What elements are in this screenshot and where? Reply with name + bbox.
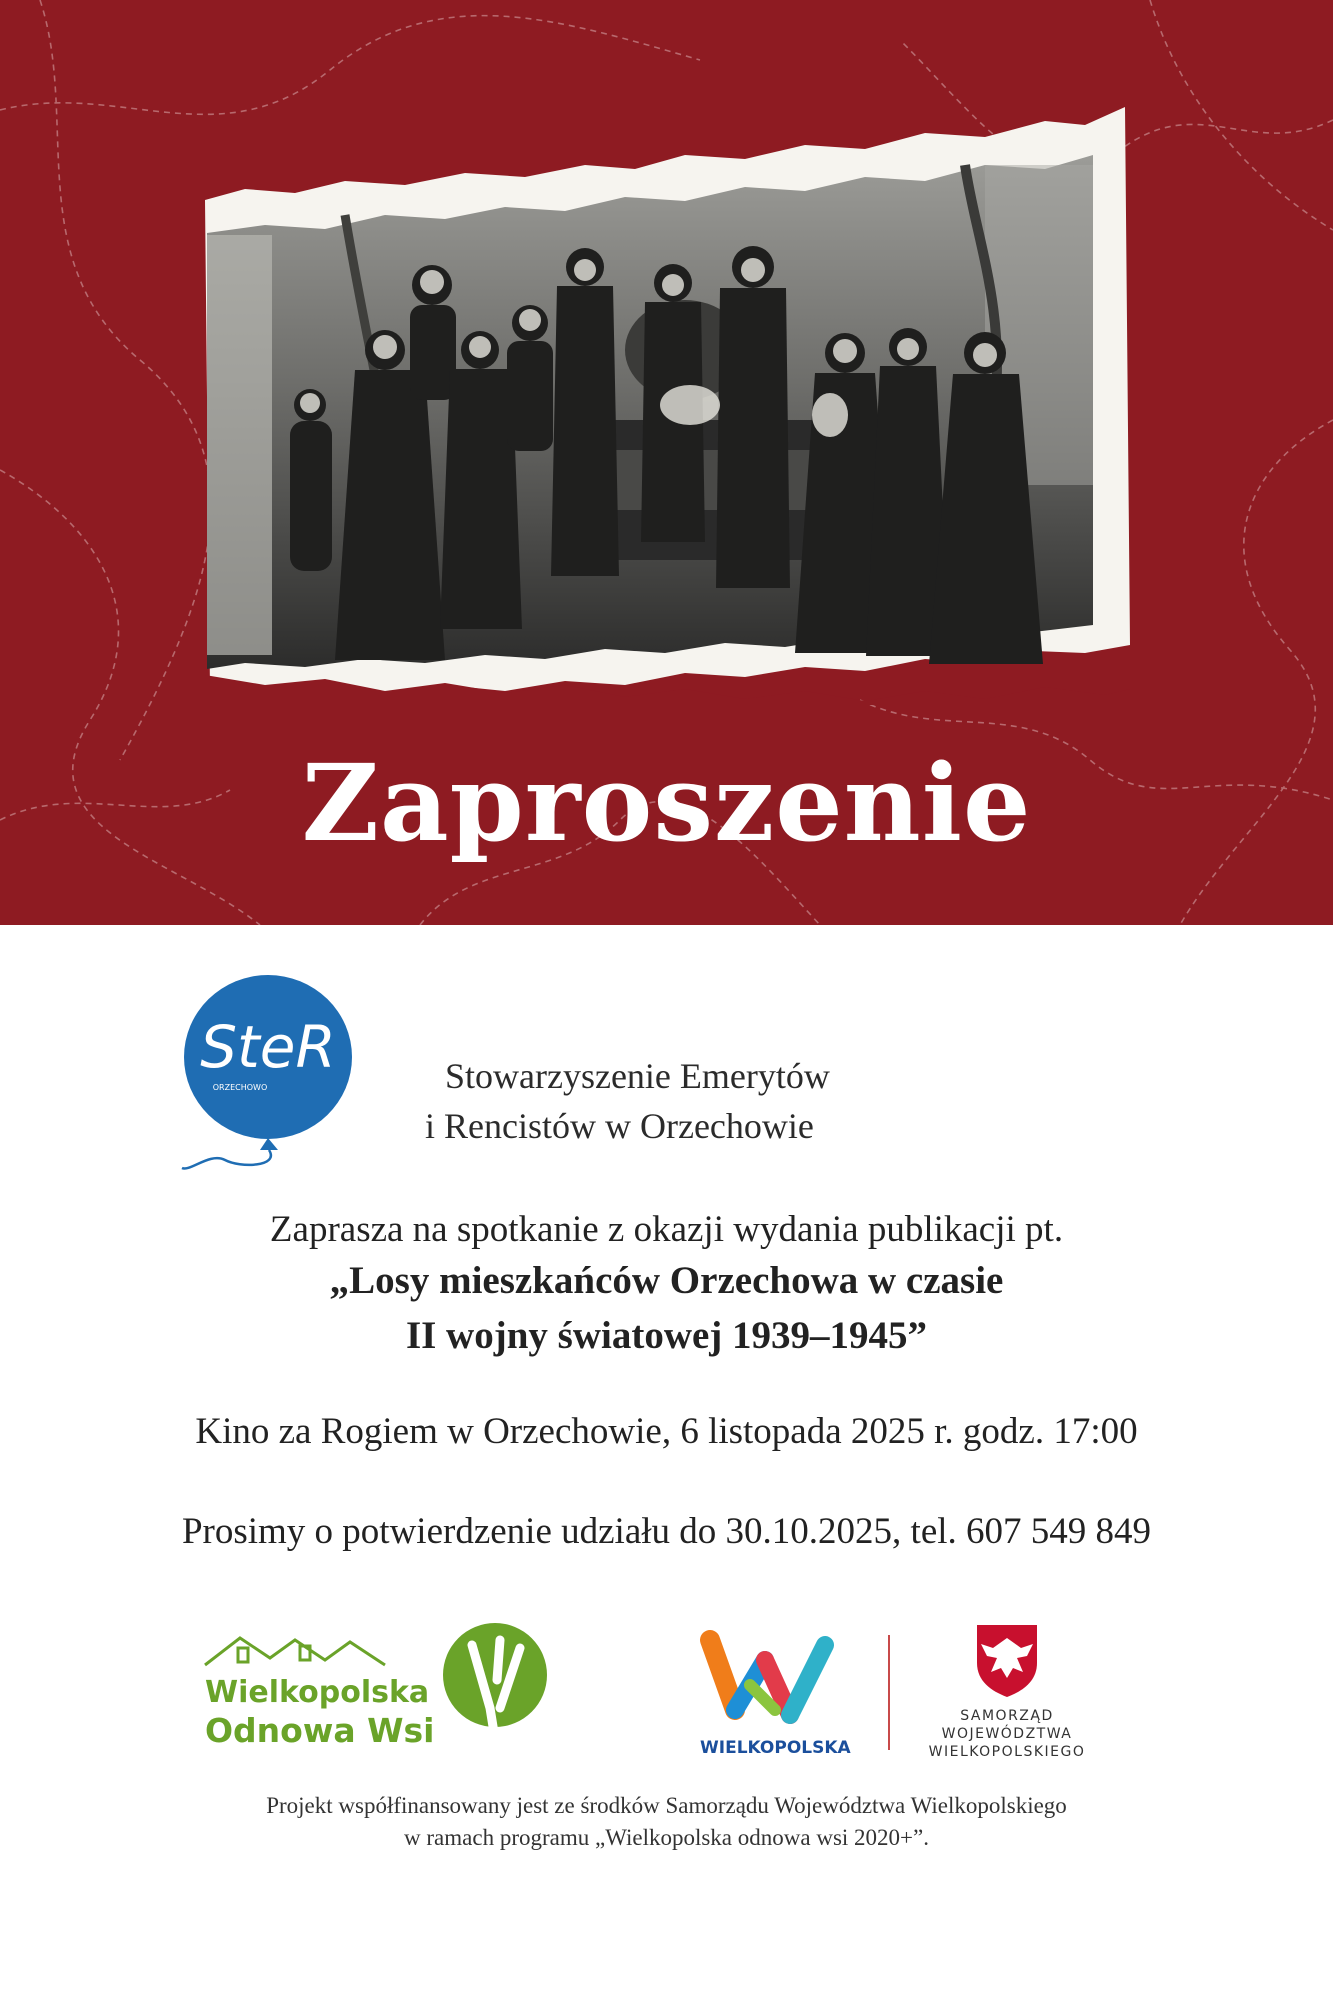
book-title-line2: II wojny światowej 1939–1945” <box>405 1314 928 1357</box>
wielkopolska-odnowa-wsi-logo <box>200 1620 560 1770</box>
page-title: Zaproszenie <box>301 740 1032 865</box>
historic-photo <box>205 85 1130 705</box>
ster-logo-subtext: ORZECHOWO <box>212 1083 268 1092</box>
funding-note-line2: w ramach programu „Wielkopolska odnowa wsi 2020+”. <box>404 1825 929 1850</box>
wow-logo-line2: Odnowa Wsi <box>205 1711 435 1750</box>
wielkopolska-logo-text: WIELKOPOLSKA <box>700 1738 851 1758</box>
organization-name-line2: i Rencistów w Orzechowie <box>425 1106 814 1146</box>
samorzad-line1: SAMORZĄD <box>960 1708 1054 1724</box>
ster-logo <box>180 972 360 1182</box>
ster-logo-text: SteR <box>200 1013 336 1081</box>
header-banner <box>0 0 1333 925</box>
book-title-line1: „Losy mieszkańców Orzechowa w czasie <box>329 1259 1004 1302</box>
samorzad-wojewodztwa-logo <box>905 1620 1115 1770</box>
rsvp-info: Prosimy o potwierdzenie udziału do 30.10.2025, tel. 607 549 849 <box>181 1511 1152 1552</box>
invitation-intro: Zaprasza na spotkanie z okazji wydania publikacji pt. <box>269 1209 1064 1250</box>
logo-divider <box>888 1635 890 1750</box>
wow-logo-line1: Wielkopolska <box>205 1675 430 1710</box>
event-venue-datetime: Kino za Rogiem w Orzechowie, 6 listopada 2025 r. godz. 17:00 <box>195 1411 1138 1452</box>
samorzad-line3: WIELKOPOLSKIEGO <box>928 1744 1086 1760</box>
funding-note-line1: Projekt współfinansowany jest ze środków Samorządu Województwa Wielkopolskiego <box>266 1793 1067 1818</box>
organization-name-line1: Stowarzyszenie Emerytów <box>445 1056 830 1096</box>
samorzad-line2: WOJEWÓDZTWA <box>941 1726 1073 1742</box>
wielkopolska-logo <box>690 1625 870 1765</box>
